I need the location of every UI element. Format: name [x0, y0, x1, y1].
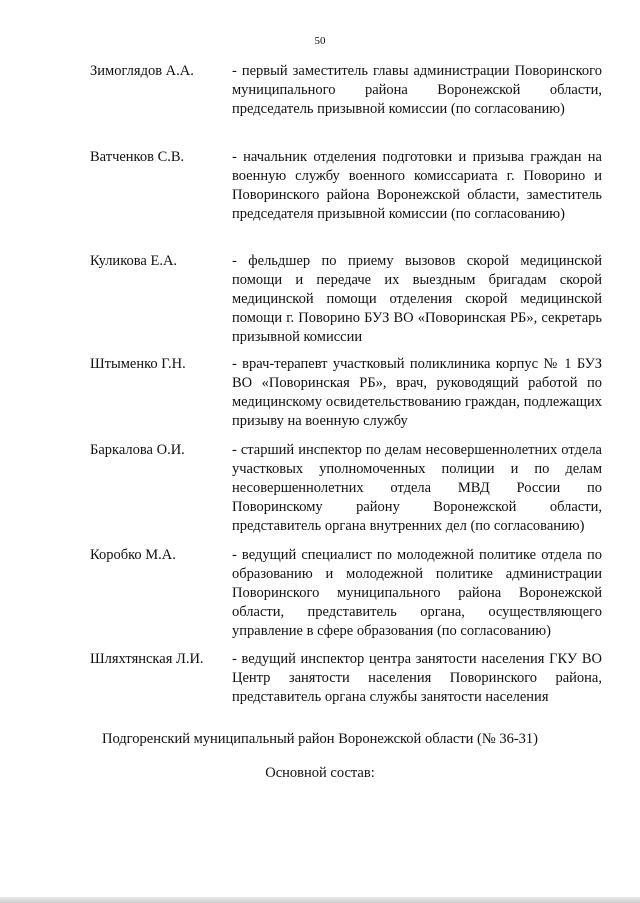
- member-description: - первый заместитель главы администрации Поворинского муниципального района Воронежской области, председатель призывной комиссии (по согласованию): [232, 63, 602, 117]
- member-description: - старший инспектор по делам несовершеннолетних отдела участковых уполномоченных полиции и по делам несовершеннолетних отдела МВД России по Поворинскому району Воронежской области, представитель органа внутренних дел (по согласованию): [232, 442, 602, 534]
- member-description: - фельдшер по приему вызовов скорой медицинской помощи и передаче их выездным бригадам скорой медицинской помощи отделения скорой медицинской помощи г. Поворино БУЗ ВО «Поворинская РБ», секретарь призывной комиссии: [232, 253, 602, 345]
- member-name: Коробко М.А.: [90, 547, 176, 563]
- member-name: Баркалова О.И.: [90, 442, 185, 458]
- member-name: Зимоглядов А.А.: [90, 63, 194, 79]
- member-description: - врач-терапевт участковый поликлиника корпус № 1 БУЗ ВО «Поворинская РБ», врач, руководящий работой по медицинскому освидетельствованию граждан, подлежащих призыву на военную службу: [232, 356, 602, 429]
- page-bottom-edge: [0, 897, 640, 903]
- member-name: Ватченков С.В.: [90, 149, 185, 165]
- page-number: 50: [314, 35, 326, 47]
- member-description: - ведущий инспектор центра занятости населения ГКУ ВО Центр занятости населения Поворинского района, представитель органа службы занятости населения: [232, 651, 602, 705]
- composition-subtitle: Основной состав:: [265, 765, 375, 781]
- district-section-title: Подгоренский муниципальный район Воронежской области (№ 36-31): [102, 731, 538, 747]
- member-name: Шляхтянская Л.И.: [90, 651, 204, 667]
- member-description: - начальник отделения подготовки и призыва граждан на военную службу военного комиссариата г. Поворино и Поворинского района Воронежской области, заместитель председателя призывной комиссии (по согласованию): [232, 149, 602, 222]
- member-name: Штыменко Г.Н.: [90, 356, 186, 372]
- member-name: Куликова Е.А.: [90, 253, 178, 269]
- member-description: - ведущий специалист по молодежной политике отдела по образованию и молодежной политике администрации Поворинского муниципального района Воронежской области, представитель органа, осуществляющего управление в сфере образования (по согласованию): [232, 547, 602, 639]
